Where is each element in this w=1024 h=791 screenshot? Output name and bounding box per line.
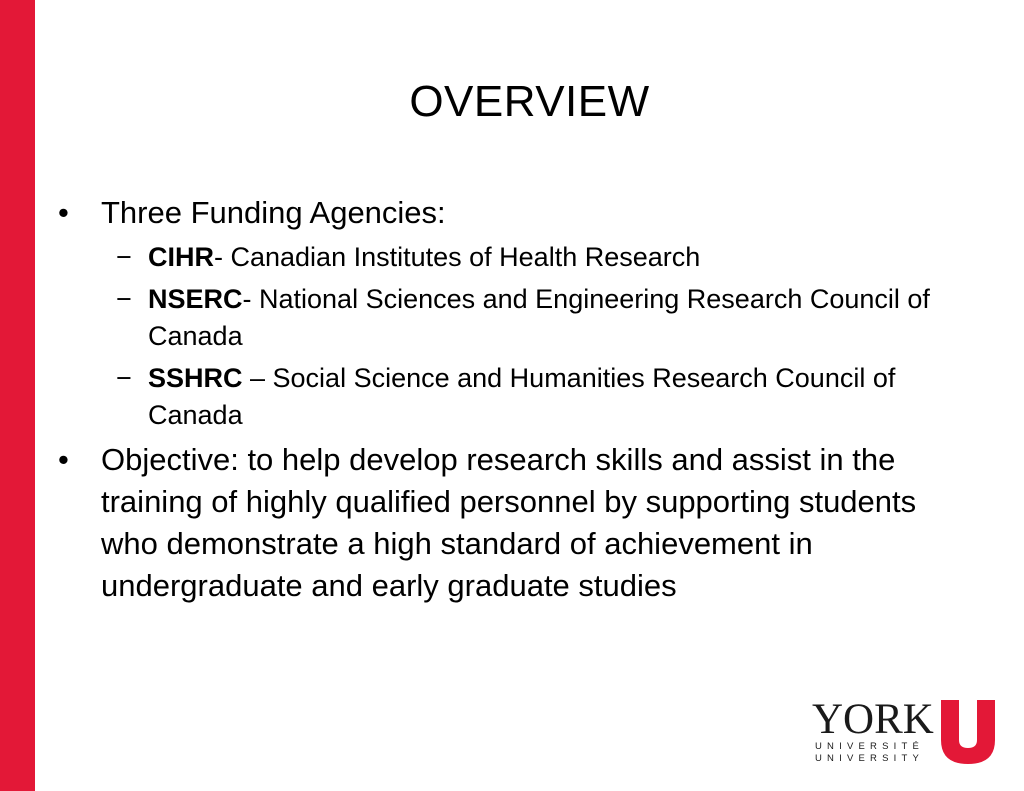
slide-content bbox=[58, 192, 958, 607]
logo-wordmark: YORK bbox=[812, 696, 934, 743]
agency-abbr: SSHRC bbox=[148, 363, 243, 393]
york-u-icon bbox=[941, 700, 995, 764]
dash-icon: − bbox=[116, 363, 132, 393]
agency-desc: - Canadian Institutes of Health Research bbox=[214, 242, 701, 272]
bullet-icon: • bbox=[58, 195, 69, 230]
bullet-text: Objective: to help develop research skills and assist in the training of highly qualified personnel by supporting students who demonstrate a high standard of achievement in undergraduate and early graduate studies bbox=[101, 442, 917, 603]
dash-icon: − bbox=[116, 284, 132, 314]
agency-desc: - National Sciences and Engineering Research Council of Canada bbox=[148, 284, 930, 351]
bullet-item-agencies bbox=[58, 192, 958, 234]
agency-desc: – Social Science and Humanities Research Council of Canada bbox=[148, 363, 896, 430]
bullet-icon: • bbox=[58, 442, 69, 477]
bullet-item-objective bbox=[58, 439, 958, 607]
agency-abbr: CIHR bbox=[148, 242, 214, 272]
dash-icon: − bbox=[116, 242, 132, 272]
logo-subtitle-fr: UNIVERSITÉ bbox=[815, 741, 925, 752]
left-red-sidebar bbox=[0, 0, 35, 791]
sub-item-sshrc bbox=[58, 360, 958, 434]
york-university-logo bbox=[812, 696, 997, 766]
logo-subtitle-en: UNIVERSITY bbox=[815, 753, 925, 764]
slide-title: OVERVIEW bbox=[409, 77, 650, 126]
bullet-text: Three Funding Agencies: bbox=[101, 195, 446, 230]
sub-item-nserc bbox=[58, 281, 958, 355]
sub-item-cihr bbox=[58, 239, 958, 276]
agency-abbr: NSERC bbox=[148, 284, 243, 314]
